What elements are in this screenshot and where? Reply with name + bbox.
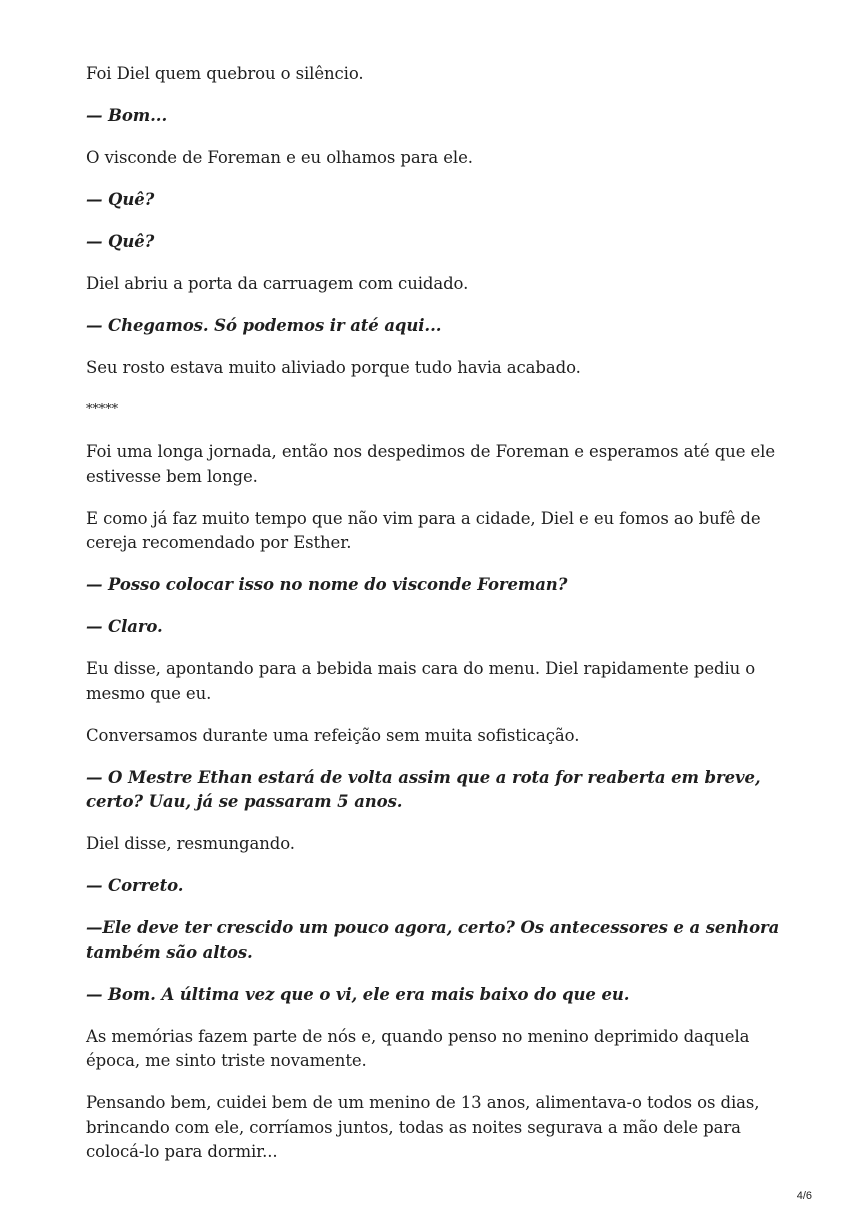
dialogue-line: — Bom. A última vez que o vi, ele era mais baixo do que eu. bbox=[86, 984, 630, 1004]
paragraph: Conversamos durante uma refeição sem muita sofisticação. bbox=[86, 725, 580, 745]
dialogue-line: — Bom... bbox=[86, 106, 168, 125]
paragraph: O visconde de Foreman e eu olhamos para ele. bbox=[86, 148, 473, 167]
dialogue-line: — Claro. bbox=[86, 617, 163, 636]
dialogue-line: —Ele deve ter crescido um pouco agora, certo? Os antecessores e a senhora também são altos. bbox=[86, 918, 780, 962]
dialogue-line: — Quê? bbox=[86, 190, 155, 209]
dialogue-line: — O Mestre Ethan estará de volta assim que a rota for reaberta em breve, certo? Uau, já se passaram 5 anos. bbox=[86, 767, 761, 811]
paragraph: Eu disse, apontando para a bebida mais cara do menu. Diel rapidamente pediu o mesmo que eu. bbox=[86, 659, 756, 703]
dialogue-line: — Correto. bbox=[86, 876, 184, 895]
scene-separator: ***** bbox=[86, 402, 119, 417]
paragraph: E como já faz muito tempo que não vim para a cidade, Diel e eu fomos ao bufê de cereja recomendado por Esther. bbox=[86, 508, 761, 552]
document-body bbox=[86, 62, 786, 1182]
page-number: 4/6 bbox=[796, 1190, 812, 1202]
dialogue-line: — Quê? bbox=[86, 232, 155, 251]
paragraph: Diel abriu a porta da carruagem com cuidado. bbox=[86, 274, 469, 293]
paragraph: Pensando bem, cuidei bem de um menino de 13 anos, alimentava-o todos os dias, brincando com ele, corríamos juntos, todas as noites segurava a mão dele para colocá-lo para dormir... bbox=[86, 1093, 760, 1161]
paragraph: Diel disse, resmungando. bbox=[86, 834, 295, 853]
paragraph: As memórias fazem parte de nós e, quando penso no menino deprimido daquela época, me sinto triste novamente. bbox=[86, 1026, 750, 1070]
paragraph: Foi uma longa jornada, então nos despedimos de Foreman e esperamos até que ele estivesse bem longe. bbox=[86, 442, 776, 486]
dialogue-line: — Chegamos. Só podemos ir até aqui... bbox=[86, 316, 442, 335]
paragraph: Seu rosto estava muito aliviado porque tudo havia acabado. bbox=[86, 358, 581, 377]
dialogue-line: — Posso colocar isso no nome do visconde Foreman? bbox=[86, 575, 568, 594]
paragraph: Foi Diel quem quebrou o silêncio. bbox=[86, 64, 364, 83]
